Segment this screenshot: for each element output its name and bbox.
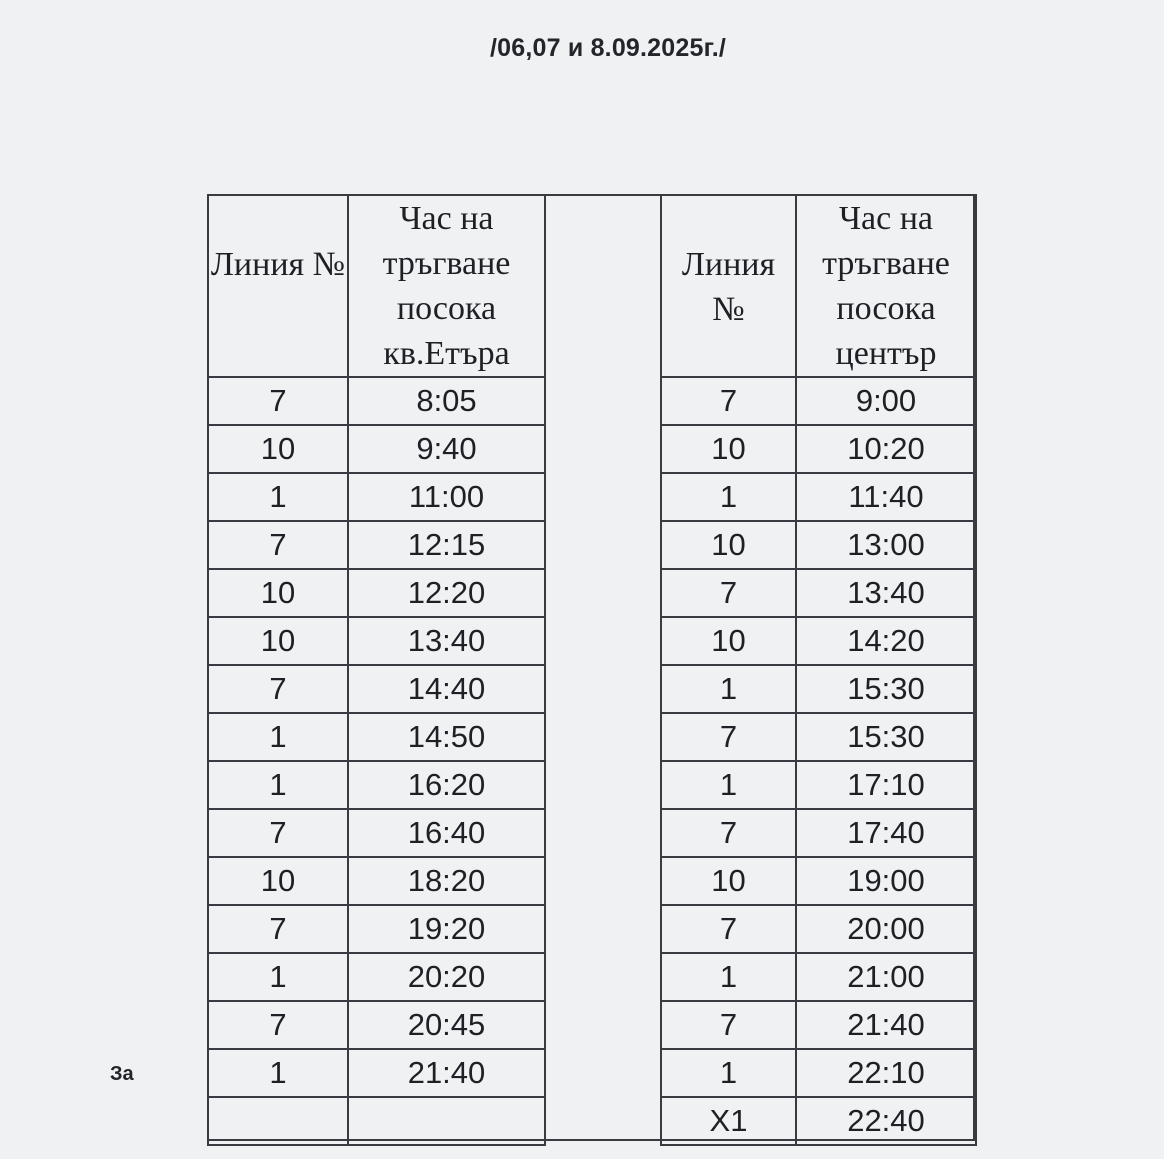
line-number-cell: 10 [661, 521, 796, 569]
line-number-cell: 1 [661, 473, 796, 521]
table-row [661, 953, 976, 1001]
header-departure-etara: Час на тръгване посока кв.Етъра [348, 195, 545, 377]
line-number-cell: 7 [661, 569, 796, 617]
table-row [661, 1049, 976, 1097]
line-number-cell: 1 [661, 761, 796, 809]
line-number-cell: 7 [208, 905, 348, 953]
side-label: За [110, 1063, 134, 1085]
table-row [208, 809, 545, 857]
departure-time-cell: 13:40 [796, 569, 976, 617]
line-number-cell: 1 [208, 761, 348, 809]
line-number-cell: 1 [208, 473, 348, 521]
line-number-cell: 7 [208, 1001, 348, 1049]
departure-time-cell: 14:50 [348, 713, 545, 761]
departure-time-cell: 20:00 [796, 905, 976, 953]
line-number-cell: 7 [208, 521, 348, 569]
table-row [208, 1001, 545, 1049]
departure-time-cell: 8:05 [348, 377, 545, 425]
table-row [208, 665, 545, 713]
table-row [661, 617, 976, 665]
departure-time-cell: 13:00 [796, 521, 976, 569]
table-row [661, 569, 976, 617]
table-row [208, 473, 545, 521]
line-number-cell: 7 [208, 809, 348, 857]
line-number-cell: 10 [661, 857, 796, 905]
line-number-cell: 10 [208, 857, 348, 905]
departure-time-cell: 17:10 [796, 761, 976, 809]
line-number-cell: 10 [661, 425, 796, 473]
departure-time-cell: 12:20 [348, 569, 545, 617]
line-number-cell: 1 [208, 1049, 348, 1097]
line-number-cell: 1 [661, 1049, 796, 1097]
table-row [208, 857, 545, 905]
table-row [661, 377, 976, 425]
table-row [661, 521, 976, 569]
line-number-cell: 10 [661, 617, 796, 665]
departure-time-cell: 16:40 [348, 809, 545, 857]
line-number-cell: 1 [208, 713, 348, 761]
table-row [661, 1001, 976, 1049]
line-number-cell: 10 [208, 569, 348, 617]
table-row [661, 713, 976, 761]
table-row [208, 425, 545, 473]
departure-time-cell: 13:40 [348, 617, 545, 665]
departure-time-cell: 14:40 [348, 665, 545, 713]
table-row [208, 1097, 545, 1145]
table-row [661, 425, 976, 473]
line-number-cell: 10 [208, 425, 348, 473]
departure-time-cell: 19:20 [348, 905, 545, 953]
line-number-cell: 7 [661, 809, 796, 857]
table-row [661, 665, 976, 713]
departure-time-cell: 22:40 [796, 1097, 976, 1145]
departure-time-cell: 14:20 [796, 617, 976, 665]
departure-time-cell: 20:45 [348, 1001, 545, 1049]
line-number-cell: 7 [661, 713, 796, 761]
departure-time-cell: 21:40 [348, 1049, 545, 1097]
schedule-table-center [660, 194, 977, 1146]
table-row [208, 1049, 545, 1097]
table-row [661, 857, 976, 905]
table-row [661, 473, 976, 521]
departure-time-cell: 21:00 [796, 953, 976, 1001]
line-number-cell: 1 [661, 665, 796, 713]
departure-time-cell: 9:40 [348, 425, 545, 473]
line-number-cell: 1 [661, 953, 796, 1001]
line-number-cell: 7 [208, 377, 348, 425]
table-row [661, 809, 976, 857]
header-departure-center: Час на тръгване посока център [796, 195, 976, 377]
line-number-cell: 7 [661, 905, 796, 953]
line-number-cell: 7 [661, 377, 796, 425]
departure-time-cell: 10:20 [796, 425, 976, 473]
departure-time-cell: 11:40 [796, 473, 976, 521]
departure-time-cell: 22:10 [796, 1049, 976, 1097]
header-line-number: Линия № [661, 195, 796, 377]
table-row [661, 905, 976, 953]
departure-time-cell [348, 1097, 545, 1145]
departure-time-cell: 15:30 [796, 665, 976, 713]
departure-time-cell: 21:40 [796, 1001, 976, 1049]
schedule-table-etara [207, 194, 546, 1146]
departure-time-cell: 11:00 [348, 473, 545, 521]
line-number-cell: X1 [661, 1097, 796, 1145]
departure-time-cell: 20:20 [348, 953, 545, 1001]
table-row [661, 761, 976, 809]
table-row [208, 569, 545, 617]
table-row [208, 761, 545, 809]
line-number-cell: 10 [208, 617, 348, 665]
table-row [661, 1097, 976, 1145]
departure-time-cell: 16:20 [348, 761, 545, 809]
line-number-cell [208, 1097, 348, 1145]
departure-time-cell: 19:00 [796, 857, 976, 905]
line-number-cell: 7 [208, 665, 348, 713]
table-row [208, 713, 545, 761]
table-row [208, 521, 545, 569]
table-row [208, 377, 545, 425]
departure-time-cell: 12:15 [348, 521, 545, 569]
table-row [208, 905, 545, 953]
departure-time-cell: 18:20 [348, 857, 545, 905]
departure-time-cell: 17:40 [796, 809, 976, 857]
line-number-cell: 1 [208, 953, 348, 1001]
departure-time-cell: 9:00 [796, 377, 976, 425]
departure-time-cell: 15:30 [796, 713, 976, 761]
header-line-number: Линия № [208, 195, 348, 377]
table-row [208, 953, 545, 1001]
line-number-cell: 7 [661, 1001, 796, 1049]
page-title: /06,07 и 8.09.2025г./ [490, 34, 726, 62]
table-row [208, 617, 545, 665]
